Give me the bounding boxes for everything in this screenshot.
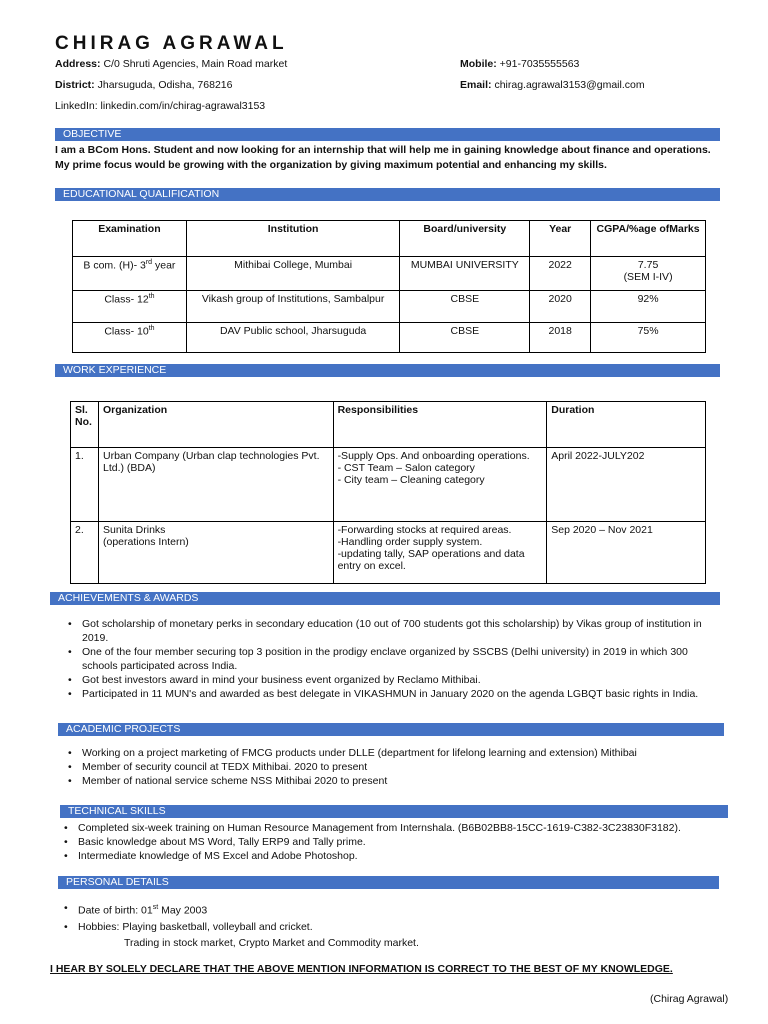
address-label: Address: xyxy=(55,58,101,70)
list-item: Trading in stock market, Crypto Market and Commodity market. xyxy=(124,936,419,949)
work-resp: -Forwarding stocks at required areas. -Handling order supply system. -updating tally, SAP operations and data entry on excel. xyxy=(333,522,547,584)
achievements-list xyxy=(66,617,716,701)
list-item: • Got best investors award in mind your business event organized by Reclamo Mithibai. xyxy=(68,674,481,686)
bullet-icon: • xyxy=(68,646,72,658)
work-header-sl: Sl. No. xyxy=(71,402,99,448)
table-row xyxy=(73,323,706,353)
mobile-value: +91-7035555563 xyxy=(499,58,580,70)
edu-board: CBSE xyxy=(400,291,530,323)
table-row xyxy=(71,448,706,522)
edu-institution: Mithibai College, Mumbai xyxy=(186,257,400,291)
email-label: Email: xyxy=(460,79,492,91)
candidate-name: CHIRAG AGRAWAL xyxy=(55,33,288,54)
objective-text: I am a BCom Hons. Student and now looking for an internship that will help me in gaining knowledge about finance and operations. My prime focus would be growing with the organization by giving maximum potential and enhancing my skills. xyxy=(55,144,711,171)
section-objective: OBJECTIVE xyxy=(55,128,720,141)
bullet-icon: • xyxy=(64,822,68,834)
edu-exam: B com. (H)- 3rd year xyxy=(73,257,187,291)
edu-institution: Vikash group of Institutions, Sambalpur xyxy=(186,291,400,323)
edu-header-exam: Examination xyxy=(73,221,187,257)
list-item: • One of the four member securing top 3 position in the prodigy enclave organized by SSCBS (Delhi university) in 2019 in which 300 schools participated across India. xyxy=(68,646,688,672)
education-table xyxy=(72,220,706,353)
bullet-icon: • xyxy=(64,836,68,848)
work-sl: 1. xyxy=(71,448,99,522)
work-duration: Sep 2020 – Nov 2021 xyxy=(547,522,706,584)
section-work: WORK EXPERIENCE xyxy=(55,364,720,377)
list-item: • Completed six-week training on Human Resource Management from Internshala. (B6B02BB8-15CC-1619-C382-3C23830F3182). xyxy=(64,822,681,834)
district-line xyxy=(55,78,232,92)
section-education: EDUCATIONAL QUALIFICATION xyxy=(55,188,720,201)
work-org: Sunita Drinks (operations Intern) xyxy=(98,522,333,584)
list-item: • Working on a project marketing of FMCG products under DLLE (department for lifelong learning and extension) Mithibai xyxy=(68,747,637,759)
bullet-icon: • xyxy=(68,688,72,700)
district-value: Jharsuguda, Odisha, 768216 xyxy=(97,79,233,91)
linkedin-line xyxy=(55,99,265,113)
list-item: • Date of birth: 01st May 2003 xyxy=(64,902,208,917)
edu-board: MUMBAI UNIVERSITY xyxy=(400,257,530,291)
edu-board: CBSE xyxy=(400,323,530,353)
bullet-icon: • xyxy=(64,902,68,914)
address-line xyxy=(55,57,287,71)
bullet-icon: • xyxy=(68,674,72,686)
work-resp: -Supply Ops. And onboarding operations. - CST Team – Salon category - City team – Cleaning category xyxy=(333,448,547,522)
email-link[interactable]: chirag.agrawal3153@gmail.com xyxy=(494,79,645,91)
linkedin-link[interactable]: linkedin.com/in/chirag-agrawal3153 xyxy=(100,100,266,112)
work-header-resp: Responsibilities xyxy=(333,402,547,448)
bullet-icon: • xyxy=(68,775,72,787)
list-item: • Participated in 11 MUN's and awarded as best delegate in VIKASHMUN in January 2020 on the agenda LGBQT basic rights in India. xyxy=(68,688,699,700)
district-label: District: xyxy=(55,79,95,91)
section-personal: PERSONAL DETAILS xyxy=(58,876,719,889)
mobile-line xyxy=(460,57,579,71)
work-header-duration: Duration xyxy=(547,402,706,448)
address-value: C/0 Shruti Agencies, Main Road market xyxy=(103,58,288,70)
declaration: I HEAR BY SOLELY DECLARE THAT THE ABOVE MENTION INFORMATION IS CORRECT TO THE BEST OF MY KNOWLEDGE. xyxy=(50,963,673,975)
edu-year: 2022 xyxy=(530,257,591,291)
work-duration: April 2022-JULY202 xyxy=(547,448,706,522)
projects-list xyxy=(66,746,726,788)
bullet-icon: • xyxy=(64,920,68,933)
edu-header-marks: CGPA/%age ofMarks xyxy=(591,221,706,257)
section-skills: TECHNICAL SKILLS xyxy=(60,805,728,818)
edu-marks: 92% xyxy=(591,291,706,323)
edu-header-year: Year xyxy=(530,221,591,257)
section-projects: ACADEMIC PROJECTS xyxy=(58,723,724,736)
mobile-label: Mobile: xyxy=(460,58,497,70)
list-item: • Member of national service scheme NSS Mithibai 2020 to present xyxy=(68,775,388,787)
skills-list xyxy=(62,821,728,863)
edu-exam: Class- 10th xyxy=(73,323,187,353)
edu-year: 2018 xyxy=(530,323,591,353)
bullet-icon: • xyxy=(68,618,72,630)
list-item: • Member of security council at TEDX Mithibai. 2020 to present xyxy=(68,761,368,773)
work-header-org: Organization xyxy=(98,402,333,448)
list-item: • Basic knowledge about MS Word, Tally ERP9 and Tally prime. xyxy=(64,836,366,848)
table-row xyxy=(73,291,706,323)
bullet-icon: • xyxy=(68,747,72,759)
edu-header-board: Board/university xyxy=(400,221,530,257)
table-row xyxy=(73,257,706,291)
bullet-icon: • xyxy=(68,761,72,773)
edu-institution: DAV Public school, Jharsuguda xyxy=(186,323,400,353)
edu-header-institution: Institution xyxy=(186,221,400,257)
table-row xyxy=(71,522,706,584)
work-sl: 2. xyxy=(71,522,99,584)
email-line xyxy=(460,78,645,92)
linkedin-label: LinkedIn: xyxy=(55,100,98,112)
work-table xyxy=(70,401,706,584)
section-achievements: ACHIEVEMENTS & AWARDS xyxy=(50,592,720,605)
edu-marks: 7.75 (SEM I-IV) xyxy=(591,257,706,291)
edu-marks: 75% xyxy=(591,323,706,353)
personal-list xyxy=(62,900,722,951)
list-item: • Hobbies: Playing basketball, volleyball and cricket. xyxy=(64,920,313,933)
signature: (Chirag Agrawal) xyxy=(650,993,729,1005)
bullet-icon: • xyxy=(64,850,68,862)
edu-year: 2020 xyxy=(530,291,591,323)
work-org: Urban Company (Urban clap technologies Pvt. Ltd.) (BDA) xyxy=(98,448,333,522)
list-item: • Intermediate knowledge of MS Excel and Adobe Photoshop. xyxy=(64,850,358,862)
edu-exam: Class- 12th xyxy=(73,291,187,323)
list-item: • Got scholarship of monetary perks in secondary education (10 out of 700 students got this scholarship) by Vikas group of institution in 2019. xyxy=(68,618,702,644)
